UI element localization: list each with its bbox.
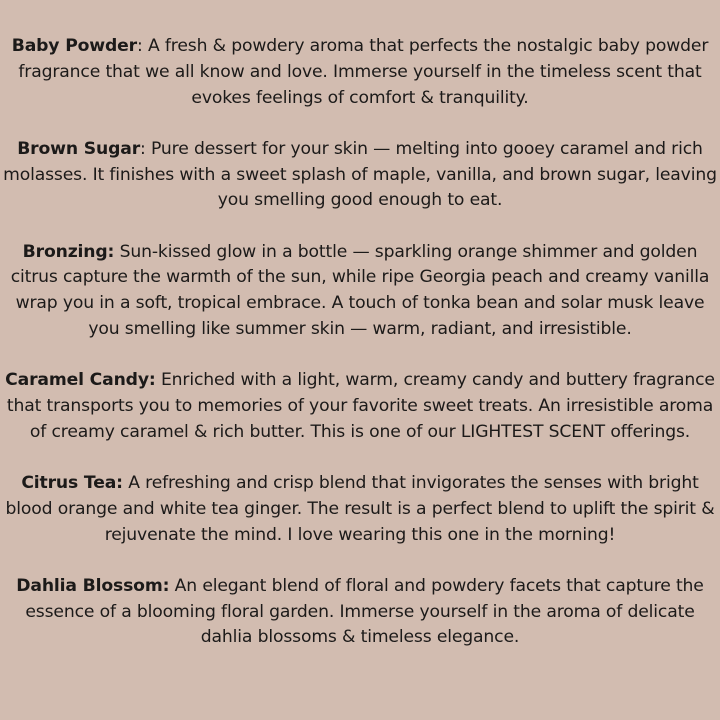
scent-entry-dahlia-blossom [2,574,718,651]
scent-name: Caramel Candy: [5,370,156,391]
scent-description: An elegant blend of floral and powdery facets that capture the essence of a blooming floral garden. Immerse yourself in the aroma of delicate dahlia blossoms & timeless elegance. [25,575,704,648]
scent-description: A refreshing and crisp blend that invigorates the senses with bright blood orange and white tea ginger. The result is a perfect blend to uplift the spirit & rejuvenate the mind. I love wearing this one in the morning! [5,472,715,545]
scent-separator: : [140,138,152,159]
scent-name: Citrus Tea: [21,472,123,493]
scent-description: Pure dessert for your skin — melting into gooey caramel and rich molasses. It finishes with a sweet splash of maple, vanilla, and brown sugar, leaving you smelling good enough to eat. [3,138,717,211]
scent-entry-bronzing [2,240,718,343]
scent-description: Sun-kissed glow in a bottle — sparkling orange shimmer and golden citrus capture the warmth of the sun, while ripe Georgia peach and creamy vanilla wrap you in a soft, tropical embrace. A touch of tonka bean and solar musk leave you smelling like summer skin — warm, radiant, and irresistible. [10,241,710,339]
scent-name: Dahlia Blossom: [16,575,170,596]
scent-separator: : [137,36,148,56]
scent-description: A fresh & powdery aroma that perfects the nostalgic baby powder fragrance that we all know and love. Immerse yourself in the timeless scent that evokes feelings of comfort & tranquility. [18,36,709,108]
scent-entry-caramel-candy [2,368,718,445]
scent-entry-baby-powder [2,34,718,111]
scent-name: Baby Powder [11,36,138,56]
scent-description: Enriched with a light, warm, creamy candy and buttery fragrance that transports you to memories of your favorite sweet treats. An irresistible aroma of creamy caramel & rich butter. This is one of our LIGHTEST SCENT offerings. [6,370,715,442]
scent-name: Bronzing: [22,241,115,262]
scent-entry-citrus-tea [2,471,718,548]
scent-entry-brown-sugar [2,137,718,214]
scent-name: Brown Sugar [17,138,141,159]
